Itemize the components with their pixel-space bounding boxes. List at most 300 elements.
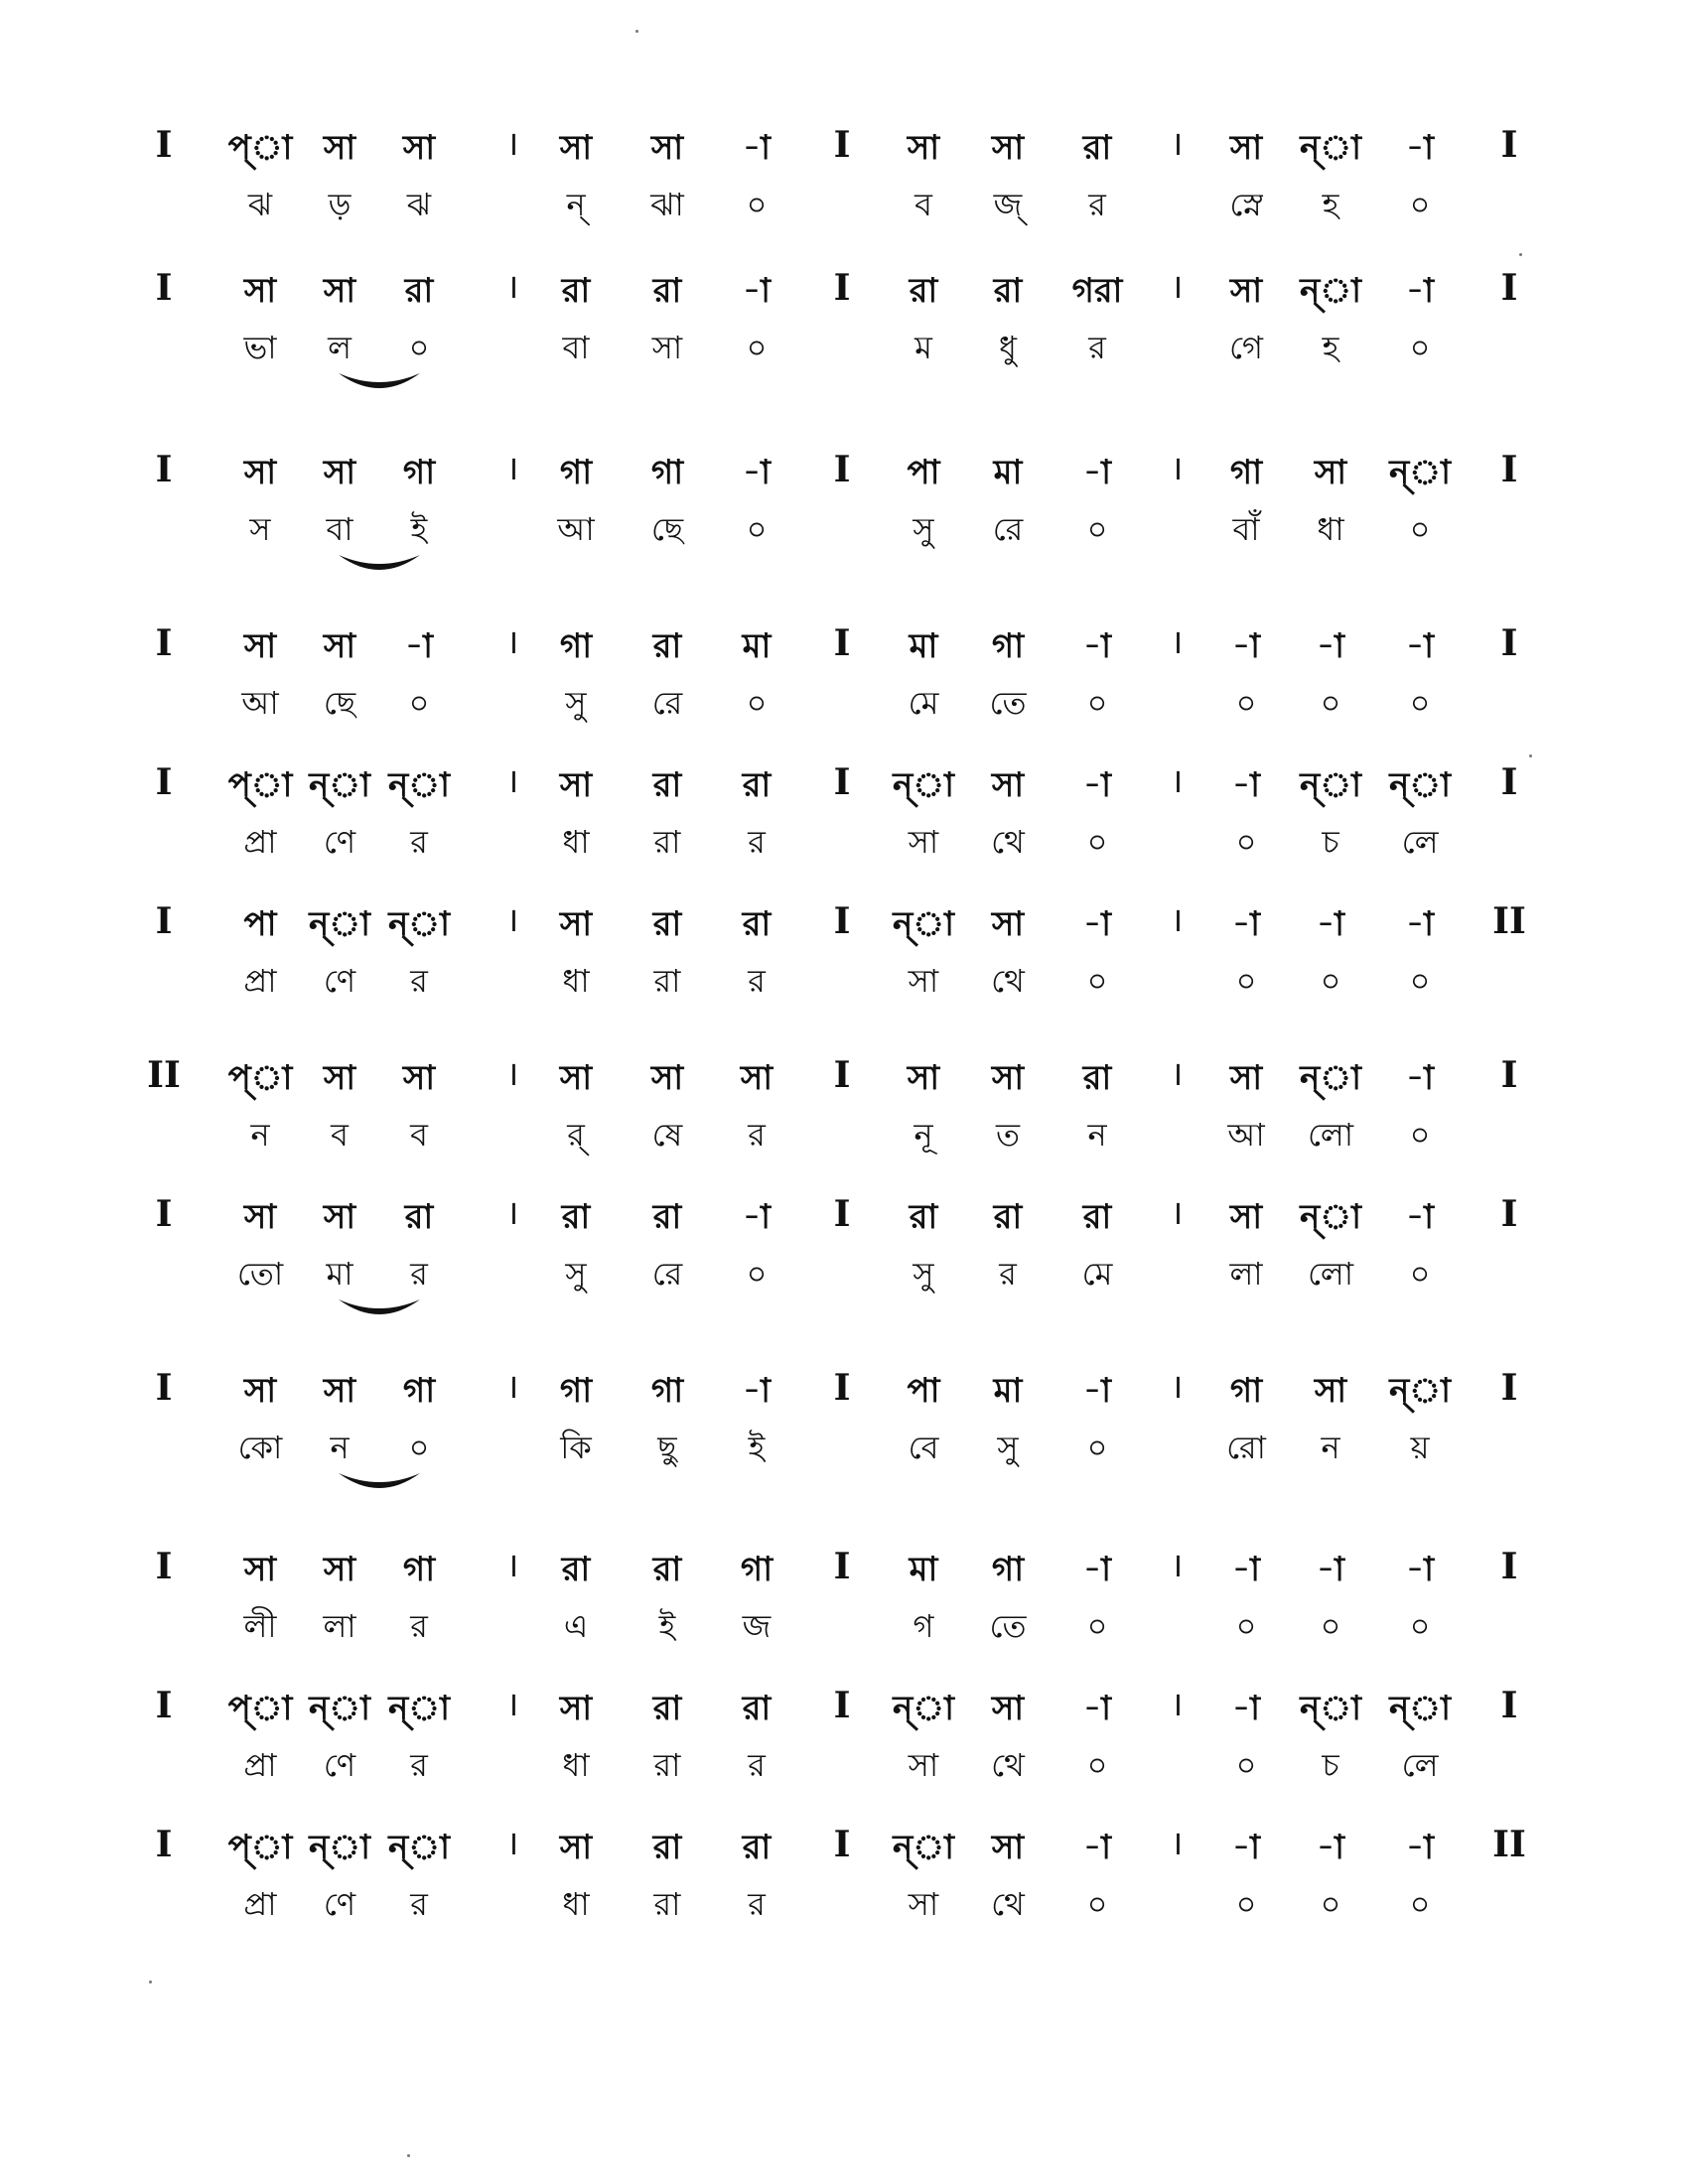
swara-note: রা (909, 271, 938, 311)
swara-note: রা (1082, 1197, 1112, 1237)
lyric-syllable: ন (250, 1116, 270, 1154)
bar-line: II (1492, 900, 1526, 942)
swara-note: সা (991, 1058, 1025, 1098)
bar-line: I (155, 1546, 173, 1587)
bar-line: I (833, 761, 851, 803)
lyric-syllable: নূ (914, 1116, 933, 1154)
lyric-syllable: আ (557, 510, 595, 548)
swara-note: -া (1083, 1689, 1111, 1728)
swara-note: -া (1317, 1550, 1344, 1589)
lyric-syllable: ০ (746, 329, 768, 366)
bar-line: I (1500, 761, 1518, 803)
lyric-syllable: সা (908, 1746, 939, 1784)
swara-note: সা (402, 128, 436, 168)
lyric-syllable: কি (560, 1429, 592, 1466)
lyric-syllable: ০ (1086, 823, 1108, 861)
swara-note: ন্া (388, 765, 450, 805)
lyric-syllable: তো (236, 1255, 284, 1293)
lyric-syllable: গ (913, 1607, 934, 1645)
lyric-syllable: ধা (1317, 510, 1344, 548)
swara-note: প্া (227, 1828, 293, 1867)
swara-note: ন্া (1389, 1689, 1451, 1728)
lyric-syllable: ন (1087, 1116, 1107, 1154)
swara-note: ন্া (1300, 1058, 1361, 1098)
lyric-syllable: সু (565, 1255, 587, 1293)
lyric-syllable: ০ (746, 510, 768, 548)
lyric-syllable: লো (1307, 1255, 1354, 1293)
beat-divider: । (505, 1193, 519, 1233)
lyric-syllable: সু (913, 1255, 934, 1293)
lyric-syllable: গে (1229, 329, 1263, 366)
swara-note: ন্া (893, 1828, 954, 1867)
swara-note: সা (323, 1058, 356, 1098)
bar-line: I (1500, 622, 1518, 664)
swara-note: -া (1317, 626, 1344, 666)
swara-note: সা (559, 1828, 593, 1867)
beat-divider: । (505, 124, 519, 164)
swara-note: মা (909, 1550, 938, 1589)
lyric-syllable: সা (908, 823, 939, 861)
swara-note: -া (1406, 1828, 1434, 1867)
bar-line: II (147, 1054, 181, 1096)
swara-note: সা (1229, 1197, 1263, 1237)
swara-note: সা (323, 1550, 356, 1589)
lyric-syllable: র (748, 1885, 766, 1923)
lyric-syllable: প্রা (243, 962, 277, 1000)
lyric-syllable: লী (243, 1607, 277, 1645)
swara-note: সা (323, 1197, 356, 1237)
swara-note: -া (1083, 765, 1111, 805)
lyric-syllable: সু (565, 684, 587, 722)
swara-note: -া (743, 271, 771, 311)
swara-note: -া (1083, 1828, 1111, 1867)
beat-divider: । (1170, 124, 1184, 164)
lyric-syllable: প্রা (243, 1746, 277, 1784)
swara-note: সা (1314, 1371, 1347, 1411)
swara-note: -া (1406, 1550, 1434, 1589)
swara-note: প্া (227, 1689, 293, 1728)
swara-note: রা (652, 904, 682, 944)
notation-stave (0, 1193, 1688, 1335)
swara-note: সা (323, 1371, 356, 1411)
swara-note: -া (1083, 1550, 1111, 1589)
notation-stave (0, 449, 1688, 591)
lyric-syllable: ঝ (247, 186, 273, 223)
swara-note: রা (652, 1689, 682, 1728)
lyric-syllable: থে (991, 1746, 1025, 1784)
swara-note: -া (1232, 1550, 1260, 1589)
lyric-syllable: লা (323, 1607, 356, 1645)
lyric-syllable: ন (330, 1429, 350, 1466)
lyric-syllable: র (999, 1255, 1017, 1293)
swara-note: গরা (1071, 271, 1123, 311)
swara-note: সা (243, 626, 277, 666)
lyric-syllable: লে (1401, 823, 1439, 861)
bar-line: I (155, 449, 173, 490)
swara-note: -া (743, 128, 771, 168)
lyric-syllable: ০ (1409, 1255, 1431, 1293)
beat-divider: । (1170, 449, 1184, 488)
lyric-syllable: ০ (1409, 186, 1431, 223)
swara-note: রা (742, 1828, 772, 1867)
lyric-syllable: সু (997, 1429, 1019, 1466)
scan-speck (1519, 253, 1522, 256)
lyric-syllable: চ (1322, 1746, 1339, 1784)
lyric-syllable: ০ (1409, 962, 1431, 1000)
lyric-syllable: ছু (657, 1429, 677, 1466)
swara-note: রা (404, 271, 434, 311)
swara-note: সা (1229, 1058, 1263, 1098)
swara-note: গা (402, 1371, 436, 1411)
lyric-syllable: ড় (328, 186, 352, 223)
lyric-syllable: তে (989, 1607, 1027, 1645)
lyric-syllable: ব (410, 1116, 428, 1154)
lyric-syllable: র (410, 1885, 428, 1923)
slur-mark (335, 549, 424, 583)
lyric-syllable: র (748, 962, 766, 1000)
lyric-syllable: য় (1410, 1429, 1430, 1466)
beat-divider: । (505, 449, 519, 488)
bar-line: I (155, 124, 173, 166)
swara-note: সা (991, 1689, 1025, 1728)
bar-line: I (833, 1685, 851, 1726)
lyric-syllable: ০ (1409, 1116, 1431, 1154)
swara-note: রা (561, 1197, 591, 1237)
swara-note: গা (402, 453, 436, 492)
swara-note: সা (991, 128, 1025, 168)
swara-note: রা (993, 271, 1023, 311)
swara-note: গা (650, 1371, 684, 1411)
swara-note: ন্া (893, 1689, 954, 1728)
swara-note: ন্া (309, 765, 370, 805)
swara-note: -া (1232, 904, 1260, 944)
swara-note: রা (742, 765, 772, 805)
swara-note: রা (993, 1197, 1023, 1237)
lyric-syllable: জ (742, 1607, 772, 1645)
scan-speck (149, 1980, 152, 1983)
notation-stave (0, 1054, 1688, 1196)
swara-note: রা (652, 765, 682, 805)
swara-note: ন্া (893, 904, 954, 944)
notation-stave (0, 622, 1688, 764)
lyric-syllable: ০ (1320, 1607, 1341, 1645)
swara-note: সা (559, 904, 593, 944)
swara-note: গা (1229, 1371, 1263, 1411)
lyric-syllable: মা (326, 1255, 353, 1293)
swara-note: ন্া (1300, 1197, 1361, 1237)
bar-line: I (155, 761, 173, 803)
lyric-syllable: থে (991, 962, 1025, 1000)
beat-divider: । (1170, 267, 1184, 307)
swara-note: সা (323, 626, 356, 666)
scan-speck (407, 2154, 410, 2157)
lyric-syllable: র (1088, 186, 1106, 223)
swara-note: মা (993, 453, 1023, 492)
lyric-syllable: সা (651, 329, 683, 366)
lyric-syllable: র (410, 1607, 428, 1645)
scan-speck (635, 30, 638, 33)
swara-note: -া (1083, 1371, 1111, 1411)
lyric-syllable: জ্ (993, 186, 1023, 223)
lyric-syllable: ০ (1235, 684, 1257, 722)
lyric-syllable: ০ (1086, 510, 1108, 548)
lyric-syllable: ০ (1086, 684, 1108, 722)
swara-note: রা (1082, 1058, 1112, 1098)
beat-divider: । (505, 1685, 519, 1724)
lyric-syllable: ণে (323, 1746, 356, 1784)
swara-note: -া (743, 1371, 771, 1411)
slur-mark (335, 1294, 424, 1327)
swara-note: সা (243, 1371, 277, 1411)
lyric-syllable: ০ (1409, 1607, 1431, 1645)
swara-note: সা (991, 1828, 1025, 1867)
lyric-syllable: র (410, 1255, 428, 1293)
lyric-syllable: র (1088, 329, 1106, 366)
bar-line: I (155, 1193, 173, 1235)
beat-divider: । (1170, 900, 1184, 940)
bar-line: I (1500, 267, 1518, 309)
swara-note: -া (1406, 904, 1434, 944)
beat-divider: । (505, 622, 519, 662)
swara-note: সা (323, 271, 356, 311)
lyric-syllable: ০ (1409, 510, 1431, 548)
swara-note: -া (405, 626, 433, 666)
lyric-syllable: ই (410, 510, 428, 548)
swara-note: -া (1083, 904, 1111, 944)
lyric-syllable: রো (1226, 1429, 1266, 1466)
swara-note: ন্া (1389, 765, 1451, 805)
swara-note: প্া (227, 765, 293, 805)
lyric-syllable: ০ (746, 1255, 768, 1293)
lyric-syllable: ঝ (406, 186, 432, 223)
swara-note: মা (909, 626, 938, 666)
swara-note: -া (1317, 904, 1344, 944)
swara-note: -া (1083, 626, 1111, 666)
swara-note: ন্া (1300, 765, 1361, 805)
lyric-syllable: ব (914, 186, 932, 223)
swara-note: রা (652, 271, 682, 311)
lyric-syllable: ঝা (650, 186, 684, 223)
lyric-syllable: ধা (562, 823, 590, 861)
swara-note: পা (907, 1371, 940, 1411)
swara-note: রা (909, 1197, 938, 1237)
swara-note: ন্া (1300, 128, 1361, 168)
beat-divider: । (1170, 622, 1184, 662)
swara-note: সা (740, 1058, 774, 1098)
swara-note: সা (559, 1058, 593, 1098)
lyric-syllable: মে (908, 684, 939, 722)
lyric-syllable: ০ (1320, 962, 1341, 1000)
bar-line: I (833, 900, 851, 942)
lyric-syllable: সু (913, 510, 934, 548)
lyric-syllable: হ (1322, 329, 1339, 366)
bar-line: I (833, 267, 851, 309)
swara-note: মা (993, 1371, 1023, 1411)
swara-note: প্া (227, 128, 293, 168)
lyric-syllable: ম (914, 329, 932, 366)
bar-line: I (1500, 1054, 1518, 1096)
swara-note: ন্া (309, 1828, 370, 1867)
lyric-syllable: ০ (1086, 962, 1108, 1000)
lyric-syllable: ০ (1086, 1885, 1108, 1923)
beat-divider: । (505, 1824, 519, 1863)
lyric-syllable: লে (1401, 1746, 1439, 1784)
lyric-syllable: ছে (650, 510, 684, 548)
beat-divider: । (505, 267, 519, 307)
swara-note: সা (402, 1058, 436, 1098)
lyric-syllable: রা (653, 823, 681, 861)
lyric-syllable: ধা (562, 1746, 590, 1784)
bar-line: I (155, 1367, 173, 1409)
beat-divider: । (505, 900, 519, 940)
beat-divider: । (1170, 1193, 1184, 1233)
lyric-syllable: ছে (323, 684, 356, 722)
swara-note: সা (243, 1197, 277, 1237)
swara-note: রা (404, 1197, 434, 1237)
swara-note: সা (907, 128, 940, 168)
lyric-syllable: ০ (1320, 1885, 1341, 1923)
lyric-syllable: ন (1321, 1429, 1340, 1466)
lyric-syllable: ০ (1235, 1746, 1257, 1784)
lyric-syllable: ই (748, 1429, 766, 1466)
swara-note: ন্া (309, 904, 370, 944)
lyric-syllable: আ (1227, 1116, 1265, 1154)
beat-divider: । (1170, 1546, 1184, 1585)
swara-note: রা (652, 1197, 682, 1237)
notation-stave (0, 1546, 1688, 1688)
lyric-syllable: প্রা (243, 823, 277, 861)
lyric-syllable: রা (653, 1746, 681, 1784)
swara-note: প্া (227, 1058, 293, 1098)
swara-note: রা (561, 1550, 591, 1589)
lyric-syllable: র্ (567, 1116, 585, 1154)
bar-line: I (833, 1193, 851, 1235)
notation-stave (0, 124, 1688, 266)
swara-note: -া (743, 453, 771, 492)
beat-divider: । (1170, 1824, 1184, 1863)
swara-note: গা (1229, 453, 1263, 492)
swara-note: সা (243, 1550, 277, 1589)
swara-note: -া (1406, 271, 1434, 311)
swara-note: ন্া (388, 904, 450, 944)
swara-note: গা (740, 1550, 774, 1589)
lyric-syllable: সা (908, 1885, 939, 1923)
lyric-syllable: ণে (323, 823, 356, 861)
lyric-syllable: ০ (1409, 329, 1431, 366)
swara-note: ন্া (1389, 1371, 1451, 1411)
lyric-syllable: ০ (1409, 1885, 1431, 1923)
lyric-syllable: লো (1307, 1116, 1354, 1154)
lyric-syllable: ০ (1235, 1885, 1257, 1923)
swara-note: -া (1232, 1828, 1260, 1867)
bar-line: I (1500, 1367, 1518, 1409)
lyric-syllable: ০ (1086, 1429, 1108, 1466)
lyric-syllable: ০ (1235, 962, 1257, 1000)
bar-line: I (155, 1824, 173, 1865)
notation-stave (0, 1824, 1688, 1966)
swara-note: রা (652, 626, 682, 666)
lyric-syllable: চ (1322, 823, 1339, 861)
swara-note: ন্া (388, 1828, 450, 1867)
notation-stave (0, 1685, 1688, 1827)
bar-line: I (155, 267, 173, 309)
swara-note: পা (243, 904, 277, 944)
swara-note: রা (742, 1689, 772, 1728)
swara-note: -া (1406, 1058, 1434, 1098)
swara-note: সা (243, 271, 277, 311)
swara-note: গা (559, 626, 593, 666)
swara-note: রা (652, 1828, 682, 1867)
bar-line: I (1500, 1193, 1518, 1235)
bar-line: I (833, 1367, 851, 1409)
swara-note: গা (402, 1550, 436, 1589)
swara-note: -া (1406, 626, 1434, 666)
lyric-syllable: র (410, 823, 428, 861)
lyric-syllable: ত (995, 1116, 1021, 1154)
swara-note: ন্া (309, 1689, 370, 1728)
beat-divider: । (1170, 1054, 1184, 1094)
lyric-syllable: মে (1081, 1255, 1113, 1293)
lyric-syllable: ০ (1235, 823, 1257, 861)
beat-divider: । (505, 1367, 519, 1407)
lyric-syllable: বা (326, 510, 353, 548)
lyric-syllable: সা (908, 962, 939, 1000)
lyric-syllable: ধু (999, 329, 1017, 366)
swara-note: ন্া (1300, 1689, 1361, 1728)
lyric-syllable: ০ (408, 329, 430, 366)
swara-note: সা (650, 128, 684, 168)
swara-note: -া (1317, 1828, 1344, 1867)
swara-note: গা (991, 626, 1025, 666)
lyric-syllable: বাঁ (1232, 510, 1260, 548)
swara-note: গা (991, 1550, 1025, 1589)
bar-line: I (1500, 449, 1518, 490)
bar-line: I (833, 1546, 851, 1587)
lyric-syllable: ০ (1409, 684, 1431, 722)
lyric-syllable: ন্ (566, 186, 586, 223)
scan-speck (1529, 754, 1532, 757)
beat-divider: । (1170, 1367, 1184, 1407)
bar-line: I (833, 449, 851, 490)
lyric-syllable: কো (237, 1429, 283, 1466)
swara-note: মা (742, 626, 772, 666)
lyric-syllable: ০ (1320, 684, 1341, 722)
swara-note: সা (559, 1689, 593, 1728)
lyric-syllable: থে (991, 1885, 1025, 1923)
lyric-syllable: রে (992, 510, 1024, 548)
lyric-syllable: এ (563, 1607, 589, 1645)
swara-note: সা (323, 128, 356, 168)
swara-note: গা (559, 453, 593, 492)
lyric-syllable: ০ (1086, 1607, 1108, 1645)
lyric-syllable: ০ (746, 684, 768, 722)
bar-line: I (833, 1824, 851, 1865)
lyric-syllable: ভা (243, 329, 277, 366)
lyric-syllable: র (748, 823, 766, 861)
swara-note: ন্া (1300, 271, 1361, 311)
lyric-syllable: স্নে (1229, 186, 1263, 223)
beat-divider: । (1170, 1685, 1184, 1724)
lyric-syllable: হ (1322, 186, 1339, 223)
swara-note: সা (1229, 271, 1263, 311)
lyric-syllable: ধা (562, 1885, 590, 1923)
lyric-syllable: র (410, 1746, 428, 1784)
swara-note: -া (1406, 1197, 1434, 1237)
swara-note: গা (650, 453, 684, 492)
bar-line: II (1492, 1824, 1526, 1865)
lyric-syllable: রা (653, 1885, 681, 1923)
lyric-syllable: ল (328, 329, 352, 366)
